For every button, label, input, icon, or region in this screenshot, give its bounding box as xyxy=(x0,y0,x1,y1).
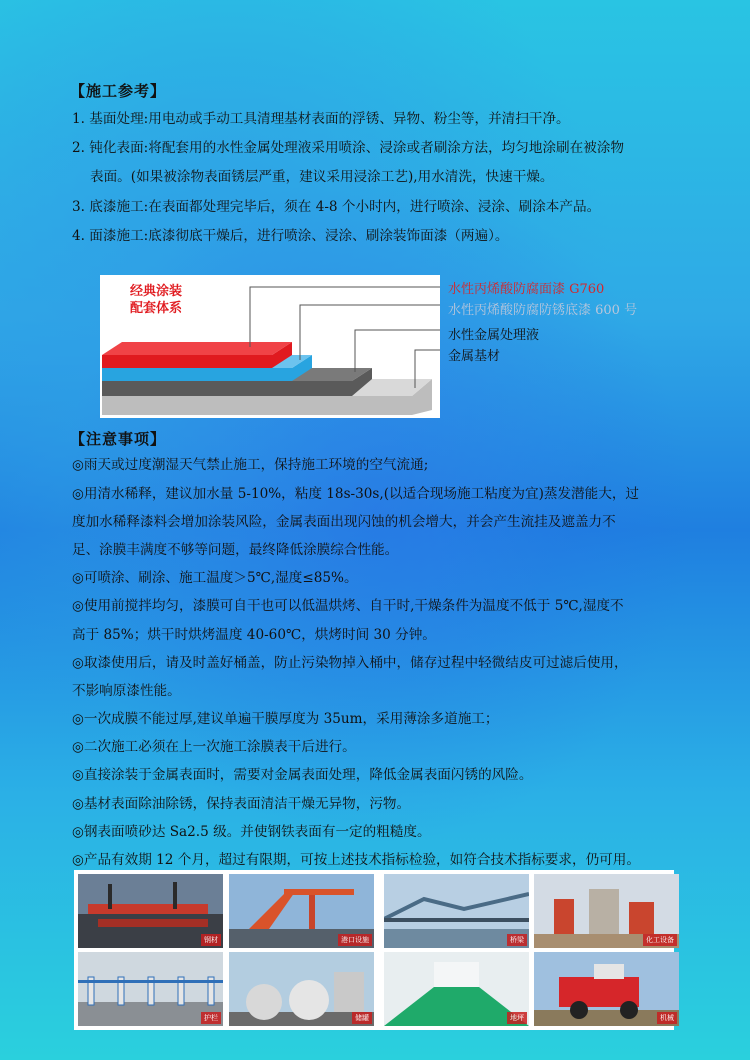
note-line: ◎直接涂装于金属表面时，需要对金属表面处理，降低金属表面闪锈的风险。 xyxy=(72,767,533,783)
photo-floor xyxy=(384,952,529,1026)
photo-bridge xyxy=(384,874,529,948)
note-line: ◎产品有效期 12 个月，超过有限期，可按上述技术指标检验，如符合技术指标要求，仍可用。 xyxy=(72,852,640,868)
notes-title: 【注意事项】 xyxy=(70,430,167,448)
construction-title: 【施工参考】 xyxy=(70,82,167,100)
legend-topcoat: 水性丙烯酸防腐面漆 G760 xyxy=(448,282,605,297)
note-line: ◎二次施工必须在上一次施工涂膜表干后进行。 xyxy=(72,739,356,755)
construction-line: 表面。(如果被涂物表面锈层严重，建议采用浸涂工艺),用水清洗，快速干燥。 xyxy=(90,169,554,185)
diagram-title-line1: 经典涂装 xyxy=(130,284,183,299)
note-line: 高于 85%；烘干时烘烤温度 40-60℃，烘烤时间 30 分钟。 xyxy=(72,627,436,643)
legend-treatment: 水性金属处理液 xyxy=(448,328,540,343)
note-line: ◎用清水稀释，建议加水量 5-10%，粘度 18s-30s,(以适合现场施工粘度为宜)蒸发潜能大，过 xyxy=(72,486,640,502)
photo-caption: 机械 xyxy=(657,1012,677,1024)
note-line: ◎一次成膜不能过厚,建议单遍干膜厚度为 35um，采用薄涂多道施工； xyxy=(72,711,499,727)
application-gallery xyxy=(74,870,674,1030)
photo-caption: 储罐 xyxy=(352,1012,372,1024)
photo-port xyxy=(229,874,374,948)
photo-guardrail xyxy=(78,952,223,1026)
note-line: 不影响原漆性能。 xyxy=(72,683,181,699)
note-line: ◎基材表面除油除锈，保持表面清洁干燥无异物，污物。 xyxy=(72,796,411,812)
photo-chemical xyxy=(534,874,679,948)
construction-line: 2. 钝化表面:将配套用的水性金属处理液采用喷涂、浸涂或者刷涂方法，均匀地涂刷在被涂物 xyxy=(72,140,625,156)
photo-machinery xyxy=(534,952,679,1026)
photo-caption: 化工设备 xyxy=(643,934,677,946)
photo-caption: 地坪 xyxy=(507,1012,527,1024)
legend-primer: 水性丙烯酸防腐防锈底漆 600 号 xyxy=(448,303,638,318)
legend-substrate: 金属基材 xyxy=(448,349,501,364)
photo-caption: 护栏 xyxy=(201,1012,221,1024)
note-line: ◎取漆使用后，请及时盖好桶盖，防止污染物掉入桶中，储存过程中轻微结皮可过滤后使用， xyxy=(72,655,628,671)
note-line: ◎钢表面喷砂达 Sa2.5 级。并使钢铁表面有一定的粗糙度。 xyxy=(72,824,431,840)
diagram-title-line2: 配套体系 xyxy=(130,301,183,316)
note-line: 足、涂膜丰满度不够等问题，最终降低涂膜综合性能。 xyxy=(72,542,399,558)
note-line: ◎雨天或过度潮湿天气禁止施工，保持施工环境的空气流通; xyxy=(72,457,429,473)
photo-caption: 钢材 xyxy=(201,934,221,946)
coating-system-diagram xyxy=(100,275,440,418)
construction-line: 3. 底漆施工:在表面都处理完毕后，须在 4-8 个小时内，进行喷涂、浸涂、刷涂本产品。 xyxy=(72,199,601,215)
construction-line: 4. 面漆施工:底漆彻底干燥后，进行喷涂、浸涂、刷涂装饰面漆（两遍）。 xyxy=(72,228,509,244)
photo-tanks xyxy=(229,952,374,1026)
note-line: ◎可喷涂、刷涂、施工温度＞5℃,湿度≤85%。 xyxy=(72,570,358,586)
photo-steel xyxy=(78,874,223,948)
photo-caption: 桥梁 xyxy=(507,934,527,946)
note-line: 度加水稀释漆料会增加涂装风险，金属表面出现闪蚀的机会增大，并会产生流挂及遮盖力不 xyxy=(72,514,616,530)
photo-caption: 港口设施 xyxy=(338,934,372,946)
construction-line: 1. 基面处理:用电动或手动工具清理基材表面的浮锈、异物、粉尘等，并清扫干净。 xyxy=(72,111,570,127)
note-line: ◎使用前搅拌均匀，漆膜可自干也可以低温烘烤、自干时,干燥条件为温度不低于 5℃,湿度不 xyxy=(72,598,624,614)
